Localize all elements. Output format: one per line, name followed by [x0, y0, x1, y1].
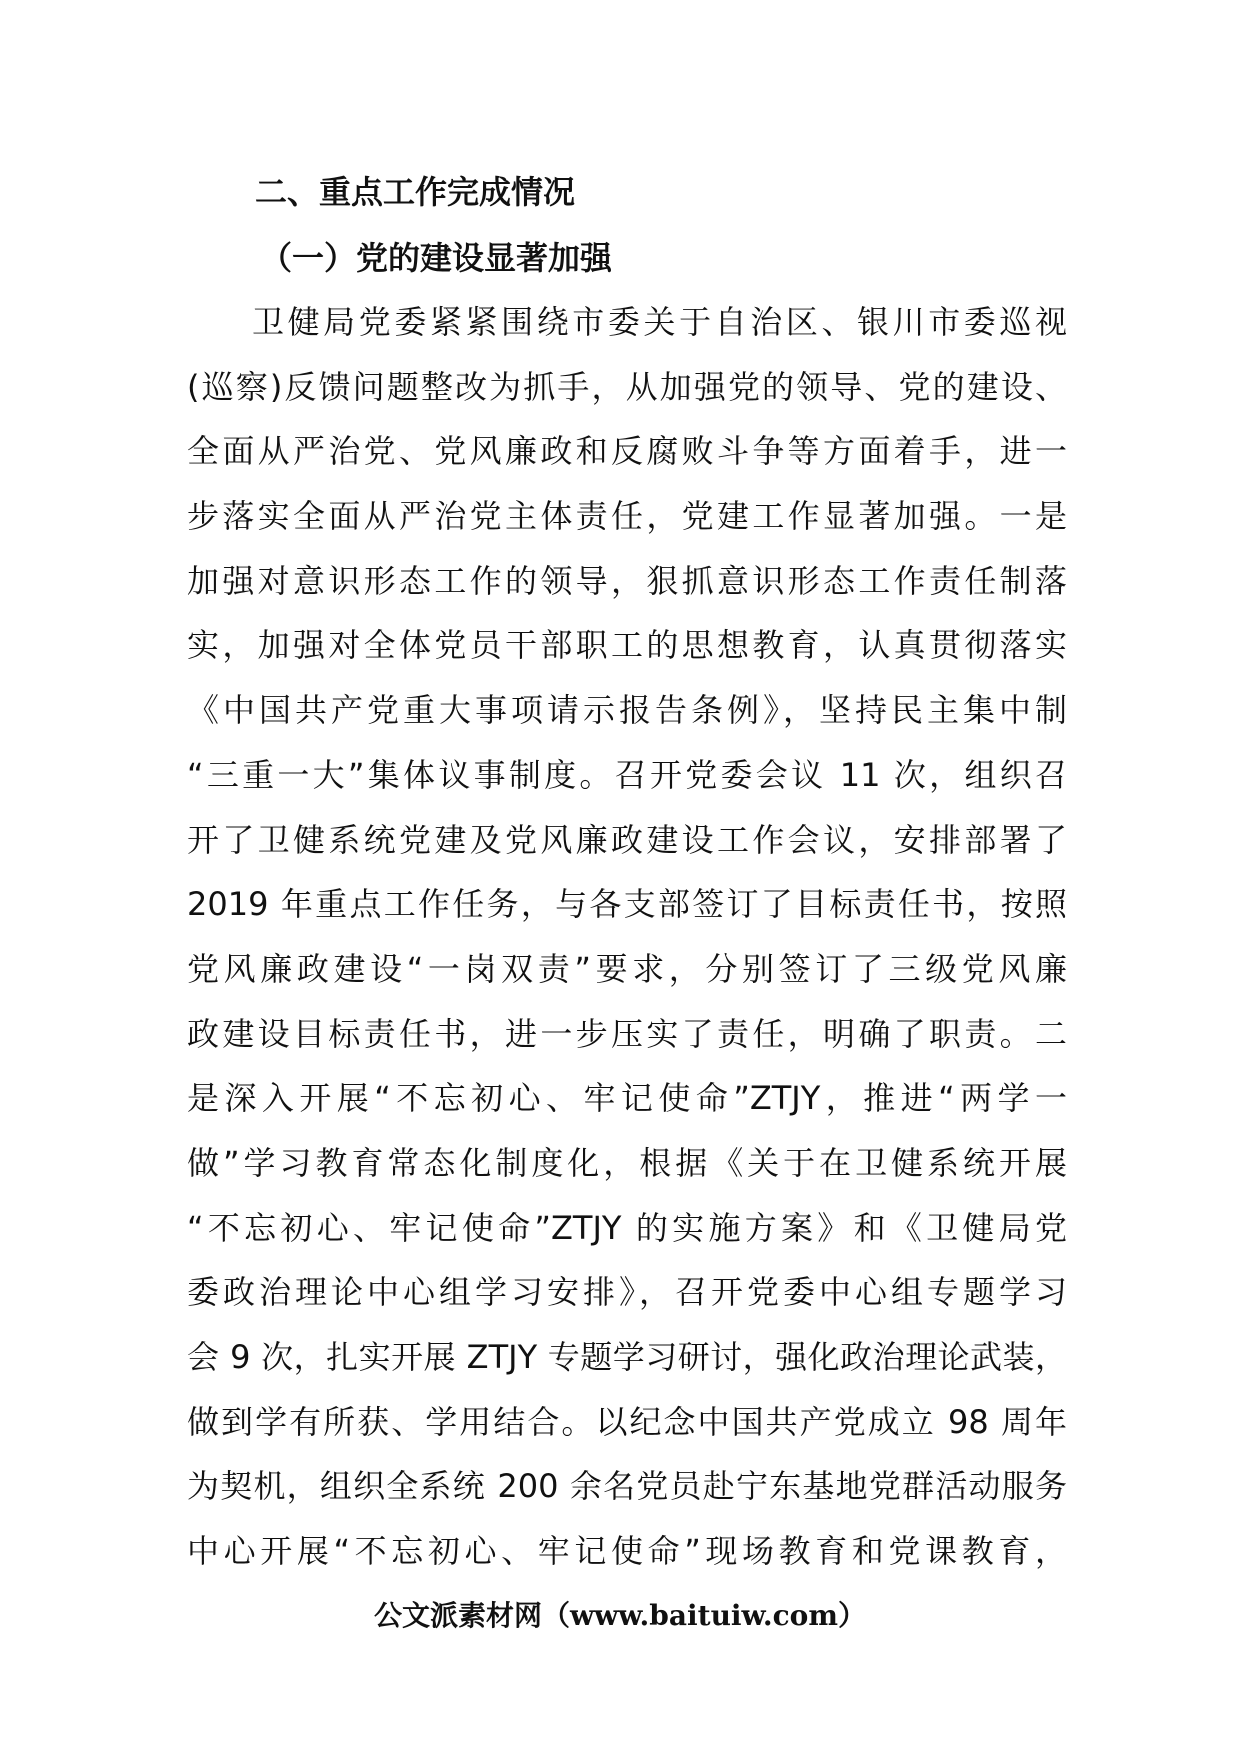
paragraph-line: 是深入开展“不忘初心、牢记使命”ZTJY，推进“两学一 [187, 1079, 1067, 1118]
paragraph-line: “不忘初心、牢记使命”ZTJY 的实施方案》和《卫健局党 [187, 1208, 1067, 1247]
paragraph-line: 委政治理论中心组学习安排》，召开党委中心组专题学习 [187, 1273, 1067, 1312]
paragraph-line: 会 9 次，扎实开展 ZTJY 专题学习研讨，强化政治理论武装， [187, 1338, 1067, 1376]
paragraph-line: (巡察)反馈问题整改为抓手，从加强党的领导、党的建设、 [187, 367, 1067, 406]
section-heading: 二、重点工作完成情况 [255, 173, 576, 211]
paragraph-line: 开了卫健系统党建及党风廉政建设工作会议，安排部署了 [187, 820, 1067, 859]
paragraph-line: 全面从严治党、党风廉政和反腐败斗争等方面着手，进一 [187, 432, 1067, 471]
paragraph-line: 2019 年重点工作任务，与各支部签订了目标责任书，按照 [187, 885, 1067, 924]
paragraph-line: 步落实全面从严治党主体责任，党建工作显著加强。一是 [187, 497, 1067, 536]
paragraph-line: 加强对意识形态工作的领导，狠抓意识形态工作责任制落 [187, 561, 1067, 600]
paragraph-line: 做到学有所获、学用结合。以纪念中国共产党成立 98 周年 [187, 1402, 1067, 1441]
subsection-heading: （一）党的建设显著加强 [260, 239, 613, 277]
paragraph-line: 中心开展“不忘初心、牢记使命”现场教育和党课教育， [187, 1532, 1067, 1571]
footer-watermark: 公文派素材网（www.baituiw.com） [374, 1599, 866, 1632]
paragraph-line: 做”学习教育常态化制度化，根据《关于在卫健系统开展 [187, 1143, 1067, 1182]
paragraph-line: 卫健局党委紧紧围绕市委关于自治区、银川市委巡视 [252, 303, 1067, 341]
paragraph-line: 为契机，组织全系统 200 余名党员赴宁东基地党群活动服务 [187, 1467, 1067, 1506]
paragraph-line: “三重一大”集体议事制度。召开党委会议 11 次，组织召 [187, 755, 1067, 794]
paragraph-line: 实，加强对全体党员干部职工的思想教育，认真贯彻落实 [187, 626, 1067, 665]
paragraph-line: 《中国共产党重大事项请示报告条例》，坚持民主集中制 [187, 691, 1067, 730]
paragraph-line: 政建设目标责任书，进一步压实了责任，明确了职责。二 [187, 1014, 1067, 1053]
body-paragraph [187, 290, 1067, 1584]
paragraph-line: 党风廉政建设“一岗双责”要求，分别签订了三级党风廉 [187, 949, 1067, 988]
